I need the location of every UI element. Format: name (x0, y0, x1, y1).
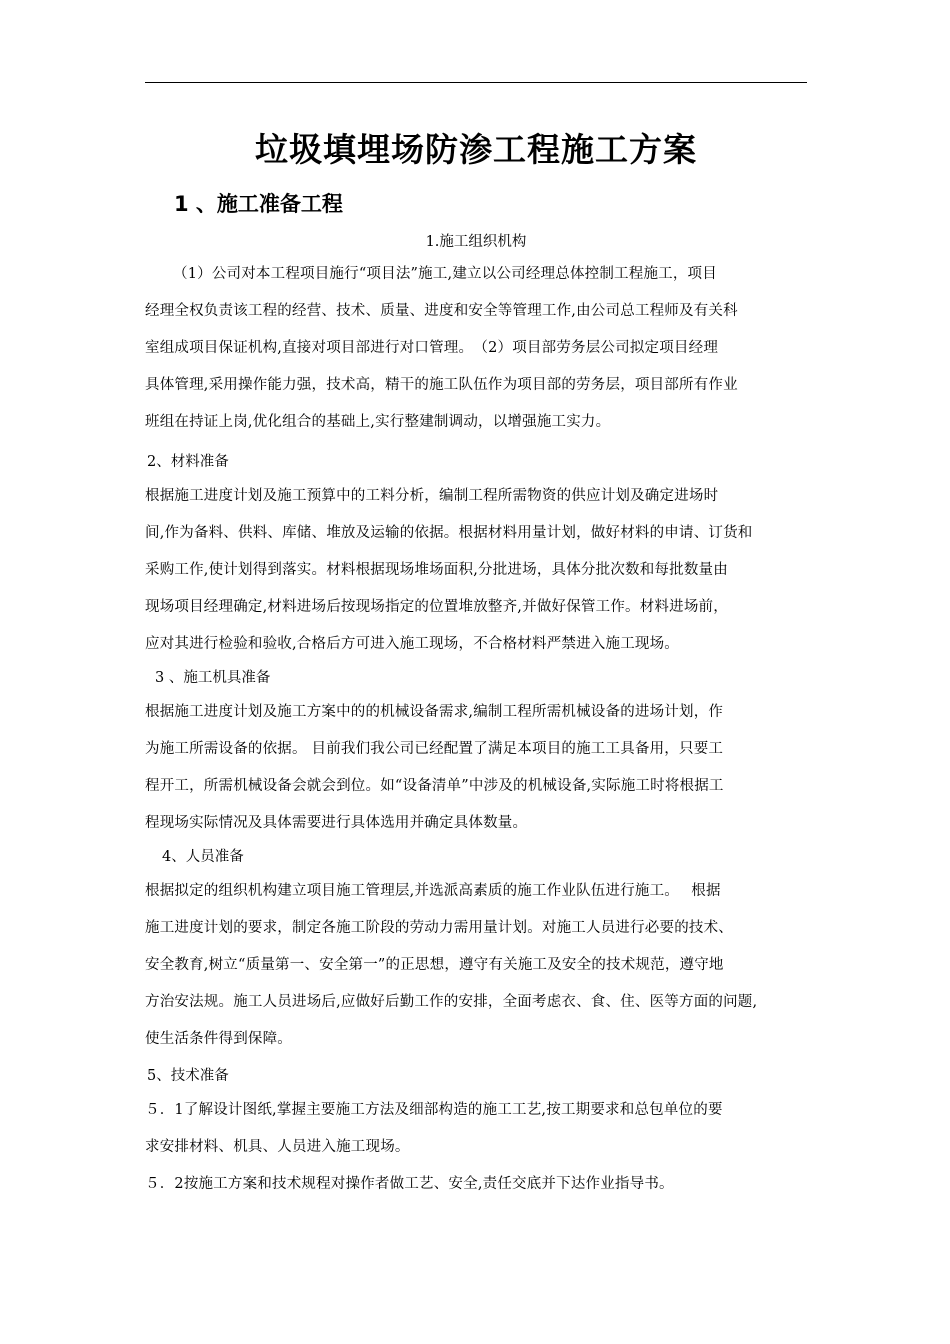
paragraph-line: ５．2按施工方案和技术规程对操作者做工艺、安全,责任交底并下达作业指导书。 (145, 1176, 674, 1192)
paragraph-line: 班组在持证上岗,优化组合的基础上,实行整建制调动，以增强施工实力。 (145, 414, 611, 430)
subsection-heading-personnel: 4、人员准备 (162, 849, 244, 865)
subsection-heading-technical: 5、技术准备 (147, 1068, 229, 1084)
paragraph-line: ５．1了解设计图纸,掌握主要施工方法及细部构造的施工工艺,按工期要求和总包单位的要 (145, 1102, 723, 1118)
paragraph-personnel (145, 873, 807, 1058)
paragraph-line: 根据施工进度计划及施工方案中的的机械设备需求,编制工程所需机械设备的进场计划，作 (145, 704, 724, 720)
paragraph-technical-5-2 (145, 1166, 807, 1203)
paragraph-line: 安全教育,树立“质量第一、安全第一”的正思想，遵守有关施工及安全的技术规范，遵守地 (145, 957, 724, 973)
paragraph-line: 根据施工进度计划及施工预算中的工料分析，编制工程所需物资的供应计划及确定进场时 (145, 488, 719, 504)
paragraph-line: 具体管理,采用操作能力强，技术高，精干的施工队伍作为项目部的劳务层，项目部所有作业 (145, 377, 738, 393)
paragraph-line: 程开工，所需机械设备会就会到位。如“设备清单”中涉及的机械设备,实际施工时将根据工 (145, 778, 724, 794)
paragraph-line: 为施工所需设备的依据。 目前我们我公司已经配置了满足本项目的施工工具备用，只要工 (145, 741, 724, 757)
paragraph-line: 根据拟定的组织机构建立项目施工管理层,并选派高素质的施工作业队伍进行施工。 根据 (145, 883, 721, 899)
paragraph-line: 现场项目经理确定,材料进场后按现场指定的位置堆放整齐,并做好保管工作。材料进场前， (145, 599, 728, 615)
paragraph-line: 经理全权负责该工程的经营、技术、质量、进度和安全等管理工作,由公司总工程师及有关科 (145, 303, 738, 319)
paragraph-line: 室组成项目保证机构,直接对项目部进行对口管理。 （2）项目部劳务层公司拟定项目经理 (145, 340, 719, 356)
paragraph-line: 采购工作,使计划得到落实。材料根据现场堆场面积,分批进场，具体分批次数和每批数量由 (145, 562, 728, 578)
paragraph-line: 使生活条件得到保障。 (145, 1031, 292, 1047)
paragraph-line: （1）公司对本工程项目施行“项目法”施工,建立以公司经理总体控制工程施工，项目 (173, 266, 717, 282)
subsection-heading-machinery: 3 、施工机具准备 (155, 670, 271, 686)
paragraph-line: 施工进度计划的要求，制定各施工阶段的劳动力需用量计划。对施工人员进行必要的技术、 (145, 920, 733, 936)
paragraph-technical-5-1 (145, 1092, 807, 1166)
section-heading-1: 1 、施工准备工程 (174, 192, 343, 216)
paragraph-line: 程现场实际情况及具体需要进行具体选用并确定具体数量。 (145, 815, 528, 831)
paragraph-line: 应对其进行检验和验收,合格后方可进入施工现场，不合格材料严禁进入施工现场。 (145, 636, 680, 652)
paragraph-machinery (145, 694, 807, 842)
document-title: 垃圾填埋场防渗工程施工方案 (255, 130, 697, 169)
paragraph-organization (145, 256, 807, 441)
subsection-heading-organization: 1.施工组织机构 (425, 234, 527, 250)
subsection-heading-materials: 2、材料准备 (147, 454, 229, 470)
paragraph-line: 方治安法规。施工人员进场后,应做好后勤工作的安排，全面考虑衣、食、住、医等方面的问题, (145, 994, 758, 1010)
header-rule (145, 82, 807, 83)
paragraph-line: 求安排材料、机具、人员进入施工现场。 (145, 1139, 410, 1155)
paragraph-materials (145, 478, 807, 663)
paragraph-line: 间,作为备料、供料、库储、堆放及运输的依据。根据材料用量计划，做好材料的申请、订货和 (145, 525, 753, 541)
